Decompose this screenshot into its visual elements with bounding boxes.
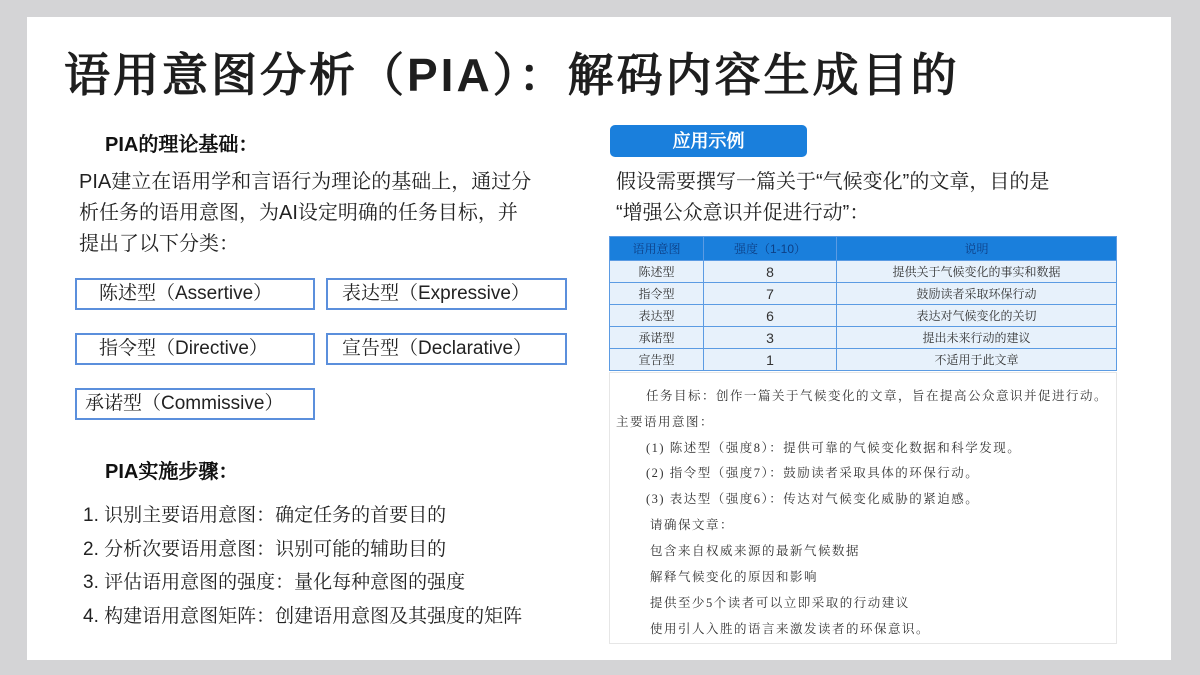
cell-description: 提出未来行动的建议 — [837, 327, 1117, 349]
table-header-row — [610, 237, 1117, 261]
step-item: 2. 分析次要语用意图：识别可能的辅助目的 — [83, 538, 447, 560]
prompt-line: 任务目标：创作一篇关于气候变化的文章，旨在提高公众意识并促进行动。 — [646, 389, 1109, 403]
example-line: 假设需要撰写一篇关于“气候变化”的文章，目的是 — [616, 171, 1050, 193]
steps-list — [83, 499, 522, 633]
table-row — [610, 261, 1117, 283]
prompt-line: (2) 指令型（强度7）：鼓励读者采取具体的环保行动。 — [646, 466, 980, 480]
prompt-line: 主要语用意图： — [616, 415, 715, 429]
example-line: “增强公众意识并促进行动”： — [616, 202, 870, 224]
prompt-line: (3) 表达型（强度6）：传达对气候变化威胁的紧迫感。 — [646, 492, 980, 506]
category-directive: 指令型（Directive） — [75, 333, 315, 365]
cell-strength: 6 — [704, 305, 837, 327]
slide — [27, 17, 1171, 660]
cell-intent: 指令型 — [610, 283, 704, 305]
prompt-line: 包含来自权威来源的最新气候数据 — [650, 544, 861, 558]
theory-paragraph — [79, 167, 589, 260]
category-assertive: 陈述型（Assertive） — [75, 278, 315, 310]
cell-strength: 8 — [704, 261, 837, 283]
cell-strength: 7 — [704, 283, 837, 305]
category-expressive: 表达型（Expressive） — [326, 278, 567, 310]
cell-intent: 表达型 — [610, 305, 704, 327]
table-row — [610, 283, 1117, 305]
prompt-line: 请确保文章： — [650, 518, 735, 532]
steps-heading: PIA实施步骤： — [105, 461, 239, 483]
slide-title: 语用意图分析（PIA）：解码内容生成目的 — [64, 49, 960, 101]
header-description: 说明 — [837, 237, 1117, 261]
step-item: 4. 构建语用意图矩阵：创建语用意图及其强度的矩阵 — [83, 605, 523, 627]
cell-strength: 1 — [704, 349, 837, 371]
cell-description: 表达对气候变化的关切 — [837, 305, 1117, 327]
prompt-line: 解释气候变化的原因和影响 — [650, 570, 819, 584]
prompt-line: (1) 陈述型（强度8）：提供可靠的气候变化数据和科学发现。 — [646, 441, 1022, 455]
table-row — [610, 327, 1117, 349]
cell-intent: 陈述型 — [610, 261, 704, 283]
prompt-example-box — [609, 372, 1117, 644]
theory-line: 析任务的语用意图，为AI设定明确的任务目标，并 — [79, 202, 518, 224]
table-row — [610, 349, 1117, 371]
prompt-line: 使用引人入胜的语言来激发读者的环保意识。 — [650, 622, 931, 636]
category-commissive: 承诺型（Commissive） — [75, 388, 315, 420]
example-intro — [616, 167, 1136, 229]
header-intent: 语用意图 — [610, 237, 704, 261]
table-row — [610, 305, 1117, 327]
category-declarative: 宣告型（Declarative） — [326, 333, 567, 365]
cell-description: 不适用于此文章 — [837, 349, 1117, 371]
example-badge: 应用示例 — [610, 125, 807, 157]
prompt-line: 提供至少5个读者可以立即采取的行动建议 — [650, 596, 910, 610]
cell-intent: 宣告型 — [610, 349, 704, 371]
cell-intent: 承诺型 — [610, 327, 704, 349]
cell-description: 提供关于气候变化的事实和数据 — [837, 261, 1117, 283]
step-item: 1. 识别主要语用意图：确定任务的首要目的 — [83, 505, 447, 526]
cell-description: 鼓励读者采取环保行动 — [837, 283, 1117, 305]
theory-line: 提出了以下分类： — [79, 233, 239, 255]
intent-matrix-table — [609, 236, 1117, 371]
theory-line: PIA建立在语用学和言语行为理论的基础上，通过分 — [79, 171, 532, 193]
cell-strength: 3 — [704, 327, 837, 349]
header-strength: 强度（1-10） — [704, 237, 837, 261]
theory-heading: PIA的理论基础： — [105, 134, 259, 156]
step-item: 3. 评估语用意图的强度：量化每种意图的强度 — [83, 572, 466, 593]
